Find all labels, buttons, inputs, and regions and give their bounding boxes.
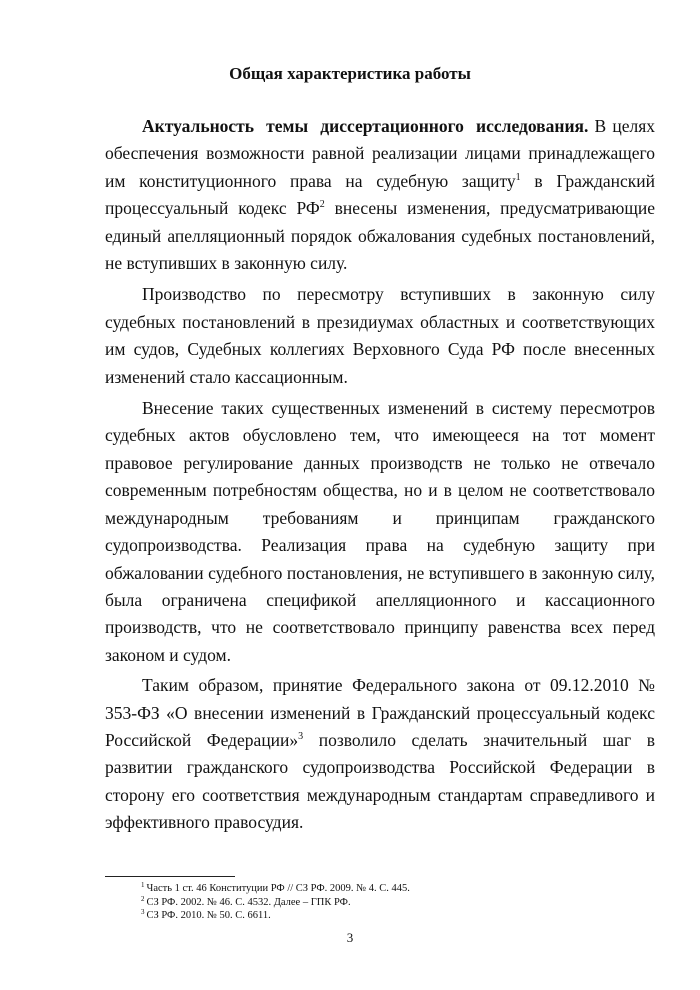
footnote-text: СЗ РФ. 2010. № 50. С. 6611. bbox=[146, 910, 271, 921]
footnote-item bbox=[141, 896, 641, 910]
footnotes bbox=[141, 882, 641, 923]
footnote-item bbox=[141, 909, 641, 923]
paragraph-changes: Внесение таких существенных изменений в систему пересмотров судебных актов обусловлено тем, что имеющееся на тот момент правовое регулирование данных производств не только не отвечало современным потребностям общества, но и в целом не соответствовало международным требованиям и принципам гражданского судопроизводства. Реализация права на судебную защиту при обжаловании судебного постановления, не вступившего в законную силу, была ограничена спецификой апелляционного и кассационного производств, что не соответствовало принципу равенства всех перед законом и судом. bbox=[105, 398, 655, 665]
footnote-ref-3[interactable]: 3 bbox=[298, 730, 304, 742]
paragraph-1-text-b: в Гражданский процессуальный кодекс РФ bbox=[105, 170, 655, 219]
paragraph-1-text-a: В целях обеспечения возможности равной реализации лицами принадлежащего им конституционного права на судебную защиту bbox=[105, 116, 655, 191]
footnote-marker: 2 bbox=[141, 894, 145, 903]
paragraph-4-text-a: Таким образом, принятие Федерального закона от 09.12.2010 № 353-ФЗ «О внесении изменений в Гражданский процессуальный кодекс Российской Федерации» bbox=[105, 675, 655, 750]
section-title: Общая характеристика работы bbox=[229, 64, 471, 83]
footnote-text: Часть 1 ст. 46 Конституции РФ // СЗ РФ. 2009. № 4. С. 445. bbox=[146, 883, 410, 894]
footnote-marker: 3 bbox=[141, 908, 145, 916]
footnote-separator bbox=[105, 876, 235, 877]
paragraph-1-text-c: внесены изменения, предусматривающие единый апелляционный порядок обжалования судебных постановлений, не вступивших в законную силу. bbox=[105, 198, 655, 274]
footnote-ref-2[interactable]: 2 bbox=[319, 199, 325, 211]
footnote-item bbox=[141, 882, 641, 896]
paragraph-relevance bbox=[105, 113, 655, 277]
footnote-text: СЗ РФ. 2002. № 46. С. 4532. Далее – ГПК РФ. bbox=[146, 896, 351, 908]
footnote-marker: 1 bbox=[141, 881, 145, 889]
body-text bbox=[105, 113, 655, 837]
paragraph-4-text-b: позволило сделать значительный шаг в развитии гражданского судопроизводства Российской Федерации в сторону его соответствия международным стандартам справедливого и эффективного правосудия. bbox=[105, 729, 656, 833]
relevance-lead: Актуальность темы диссертационного исследования. bbox=[142, 116, 589, 136]
paragraph-conclusion bbox=[105, 672, 655, 836]
page-number: 3 bbox=[346, 930, 354, 945]
paragraph-cassation: Производство по пересмотру вступивших в законную силу судебных постановлений в президиумах областных и соответствующих им судов, Судебных коллегиях Верховного Суда РФ после внесенных изменений стало кассационным. bbox=[105, 284, 655, 387]
footnote-ref-1[interactable]: 1 bbox=[515, 171, 521, 183]
